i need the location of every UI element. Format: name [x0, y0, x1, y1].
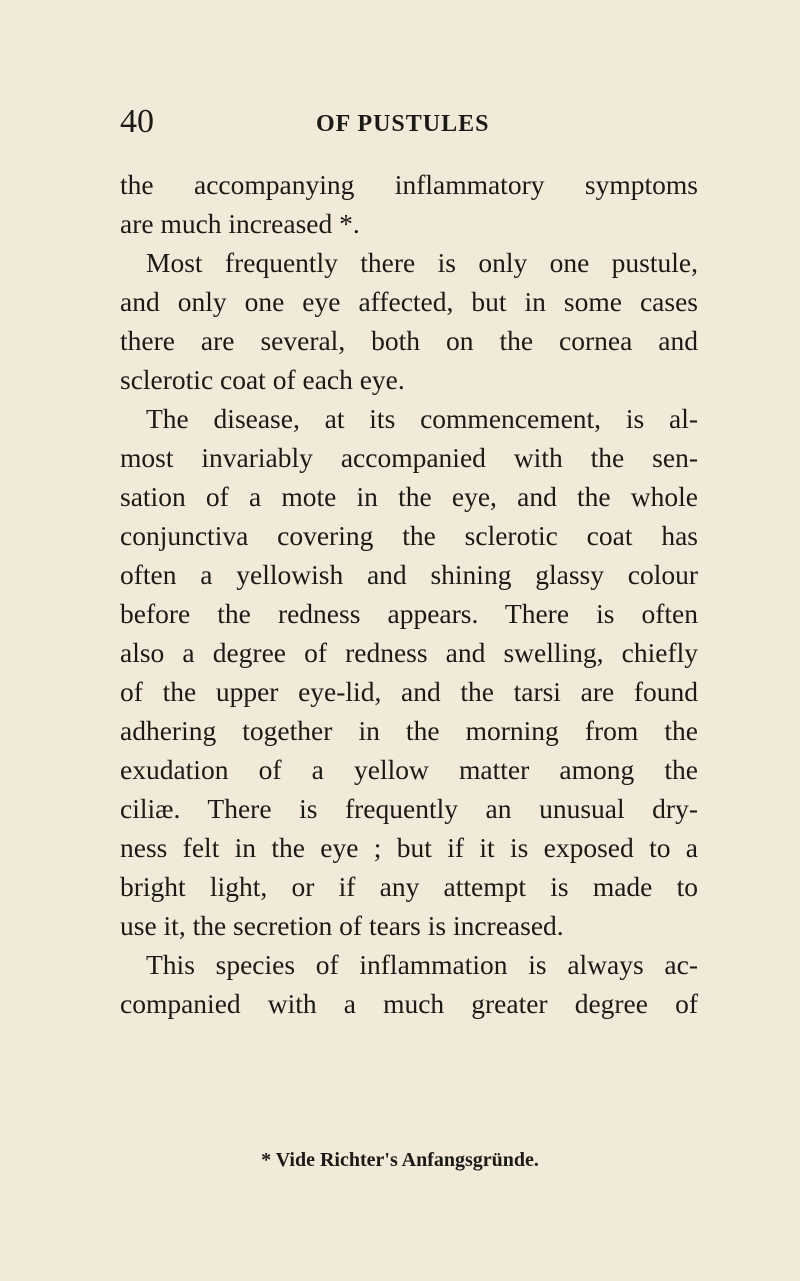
text-line: most invariably accompanied with the sen- [120, 442, 698, 473]
text-line: Most frequently there is only one pustule, [146, 247, 698, 278]
text-line: The disease, at its commencement, is al- [146, 403, 698, 434]
text-line: also a degree of redness and swelling, chiefly [120, 637, 698, 668]
text-line: sation of a mote in the eye, and the whole [120, 481, 698, 512]
text-line: This species of inflammation is always ac- [146, 949, 698, 980]
page-number: 40 [120, 103, 154, 140]
text-line: companied with a much greater degree of [120, 988, 698, 1019]
text-line: are much increased *. [120, 208, 360, 239]
text-line: bright light, or if any attempt is made to [120, 871, 698, 902]
text-line: adhering together in the morning from the [120, 715, 698, 746]
body-text [120, 165, 698, 1023]
text-line: before the redness appears. There is often [120, 598, 698, 629]
text-line: of the upper eye-lid, and the tarsi are found [120, 676, 698, 707]
text-line: ness felt in the eye ; but if it is exposed to a [120, 832, 698, 863]
running-title: OF PUSTULES [316, 111, 490, 137]
text-line: use it, the secretion of tears is increased. [120, 910, 564, 941]
text-line: sclerotic coat of each eye. [120, 364, 405, 395]
text-line: exudation of a yellow matter among the [120, 754, 698, 785]
running-head [120, 100, 720, 144]
footnote: * Vide Richter's Anfangsgründe. [261, 1149, 539, 1171]
text-line: the accompanying inflammatory symptoms [120, 169, 698, 200]
text-line: often a yellowish and shining glassy colour [120, 559, 698, 590]
text-line: and only one eye affected, but in some cases [120, 286, 698, 317]
text-line: there are several, both on the cornea and [120, 325, 698, 356]
text-line: conjunctiva covering the sclerotic coat has [120, 520, 698, 551]
text-line: ciliæ. There is frequently an unusual dry- [120, 793, 698, 824]
